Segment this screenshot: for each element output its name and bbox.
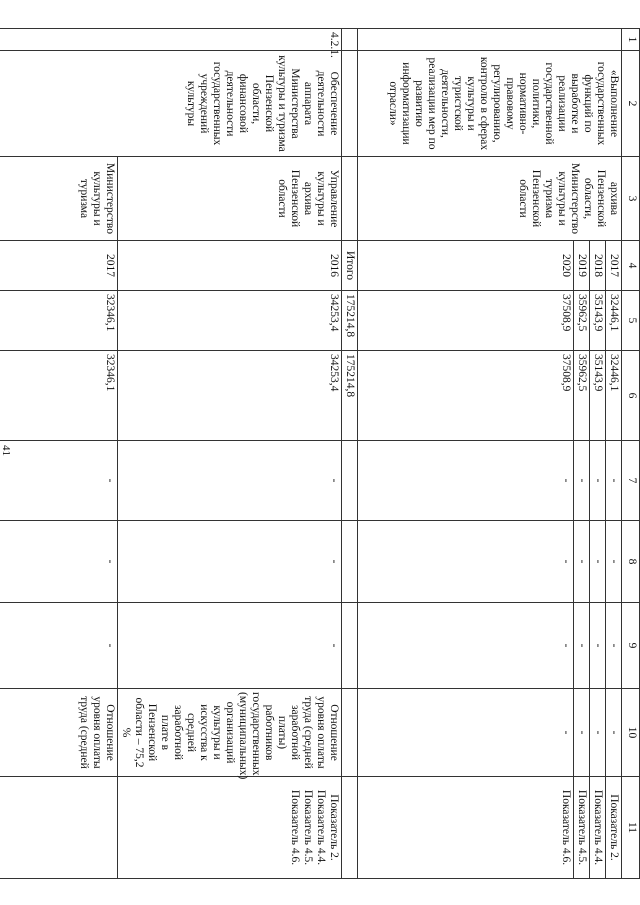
amount-cell: - bbox=[558, 603, 574, 689]
amount-cell: 34253,4 bbox=[118, 351, 342, 441]
reference-cell: Показатель 4.4. bbox=[590, 777, 606, 879]
indicator-cell: - bbox=[574, 689, 590, 777]
spacer-cell bbox=[358, 351, 559, 441]
header-cell: 3 bbox=[622, 157, 640, 241]
header-row bbox=[622, 29, 640, 879]
amount-cell: - bbox=[606, 603, 622, 689]
row-number: 4.2.1. bbox=[0, 29, 342, 51]
empty-cell bbox=[342, 521, 358, 603]
amount-cell: 37508,9 bbox=[558, 351, 574, 441]
reference-cell: Показатель 4.5. bbox=[574, 777, 590, 879]
amount-cell: 35143,9 bbox=[590, 291, 606, 351]
spacer-cell bbox=[358, 603, 559, 689]
year-cell: 2017 bbox=[0, 241, 118, 291]
amount-cell: - bbox=[574, 521, 590, 603]
amount-cell: - bbox=[574, 441, 590, 521]
empty-cell bbox=[342, 689, 358, 777]
amount-cell: - bbox=[590, 603, 606, 689]
total-label: Итого bbox=[342, 241, 358, 291]
amount-cell: - bbox=[0, 441, 118, 521]
spacer-cell bbox=[358, 241, 559, 291]
spacer-cell bbox=[358, 521, 559, 603]
reference-cell bbox=[0, 777, 118, 879]
amount-cell: 37508,9 bbox=[558, 291, 574, 351]
year-cell: 2017 bbox=[606, 241, 622, 291]
amount-cell: 32446,1 bbox=[606, 291, 622, 351]
year-cell: 2019 bbox=[574, 241, 590, 291]
reference-cell: Показатель 2. bbox=[606, 777, 622, 879]
indicator-cell: Отношение уровня оплаты труда (средней заработной платы) работников государственных (муниципальных) организаций культуры и искусства к средней заработной плате в Пензенской области – 75,2 % bbox=[118, 689, 342, 777]
amount-cell: 32346,1 bbox=[0, 291, 118, 351]
spacer-cell bbox=[358, 777, 559, 879]
amount-cell: 32446,1 bbox=[606, 351, 622, 441]
total-amount: 175214,8 bbox=[342, 351, 358, 441]
header-cell: 7 bbox=[622, 441, 640, 521]
table-row-total bbox=[342, 29, 358, 879]
amount-cell: - bbox=[558, 441, 574, 521]
activity-name: «Выполнение государственных функций по выработке и реализации государственной политики, нормативно-правовому регулированию, контролю в сферах культуры и туристской деятельности, реализации мер по развитию информатизации отрасли» bbox=[358, 51, 622, 157]
row-number bbox=[358, 29, 622, 51]
executor: архива Пензенской области, Министерство культуры и туризма Пензенской области bbox=[358, 157, 622, 241]
amount-cell: - bbox=[574, 603, 590, 689]
indicator-cell: - bbox=[558, 689, 574, 777]
indicator-cell: Отношение уровня оплаты труда (средней bbox=[0, 689, 118, 777]
reference-cell: Показатель 2. Показатель 4.4. Показатель 4.5. Показатель 4.6. bbox=[118, 777, 342, 879]
empty-cell bbox=[342, 51, 358, 157]
program-table bbox=[0, 28, 640, 879]
empty-cell bbox=[342, 29, 358, 51]
header-cell: 9 bbox=[622, 603, 640, 689]
header-cell: 10 bbox=[622, 689, 640, 777]
amount-cell: - bbox=[606, 441, 622, 521]
rotated-page bbox=[80, 28, 640, 878]
amount-cell: - bbox=[590, 521, 606, 603]
amount-cell: - bbox=[0, 603, 118, 689]
header-cell: 6 bbox=[622, 351, 640, 441]
table-wrapper bbox=[80, 28, 640, 878]
amount-cell: - bbox=[606, 521, 622, 603]
activity-name: Обеспечение деятельности аппарата Министерства культуры и туризма Пензенской области, финансовой деятельности государственных учреждений культуры bbox=[0, 51, 342, 157]
table-row bbox=[0, 29, 118, 879]
amount-cell: 34253,4 bbox=[118, 291, 342, 351]
year-cell: 2016 bbox=[118, 241, 342, 291]
spacer-cell bbox=[358, 689, 559, 777]
amount-cell: 35962,5 bbox=[574, 351, 590, 441]
table-row bbox=[606, 29, 622, 879]
empty-cell bbox=[342, 157, 358, 241]
header-cell: 8 bbox=[622, 521, 640, 603]
empty-cell bbox=[342, 603, 358, 689]
amount-cell: 35143,9 bbox=[590, 351, 606, 441]
spacer-cell bbox=[358, 291, 559, 351]
empty-cell bbox=[342, 777, 358, 879]
amount-cell: 35962,5 bbox=[574, 291, 590, 351]
amount-cell: - bbox=[0, 521, 118, 603]
reference-cell: Показатель 4.6. bbox=[558, 777, 574, 879]
spacer-cell bbox=[358, 441, 559, 521]
executor: Управление культуры и архива Пензенской области bbox=[118, 157, 342, 241]
total-amount: 175214,8 bbox=[342, 291, 358, 351]
executor: Министерство культуры и туризма bbox=[0, 157, 118, 241]
year-cell: 2020 bbox=[558, 241, 574, 291]
indicator-cell: - bbox=[590, 689, 606, 777]
amount-cell: - bbox=[590, 441, 606, 521]
amount-cell: - bbox=[118, 521, 342, 603]
header-cell: 11 bbox=[622, 777, 640, 879]
indicator-cell: - bbox=[606, 689, 622, 777]
page-number: 41 bbox=[0, 445, 12, 456]
amount-cell: 32346,1 bbox=[0, 351, 118, 441]
amount-cell: - bbox=[118, 441, 342, 521]
header-cell: 4 bbox=[622, 241, 640, 291]
header-cell: 2 bbox=[622, 51, 640, 157]
year-cell: 2018 bbox=[590, 241, 606, 291]
header-cell: 5 bbox=[622, 291, 640, 351]
empty-cell bbox=[342, 441, 358, 521]
amount-cell: - bbox=[118, 603, 342, 689]
table-row bbox=[118, 29, 342, 879]
header-cell: 1 bbox=[622, 29, 640, 51]
amount-cell: - bbox=[558, 521, 574, 603]
